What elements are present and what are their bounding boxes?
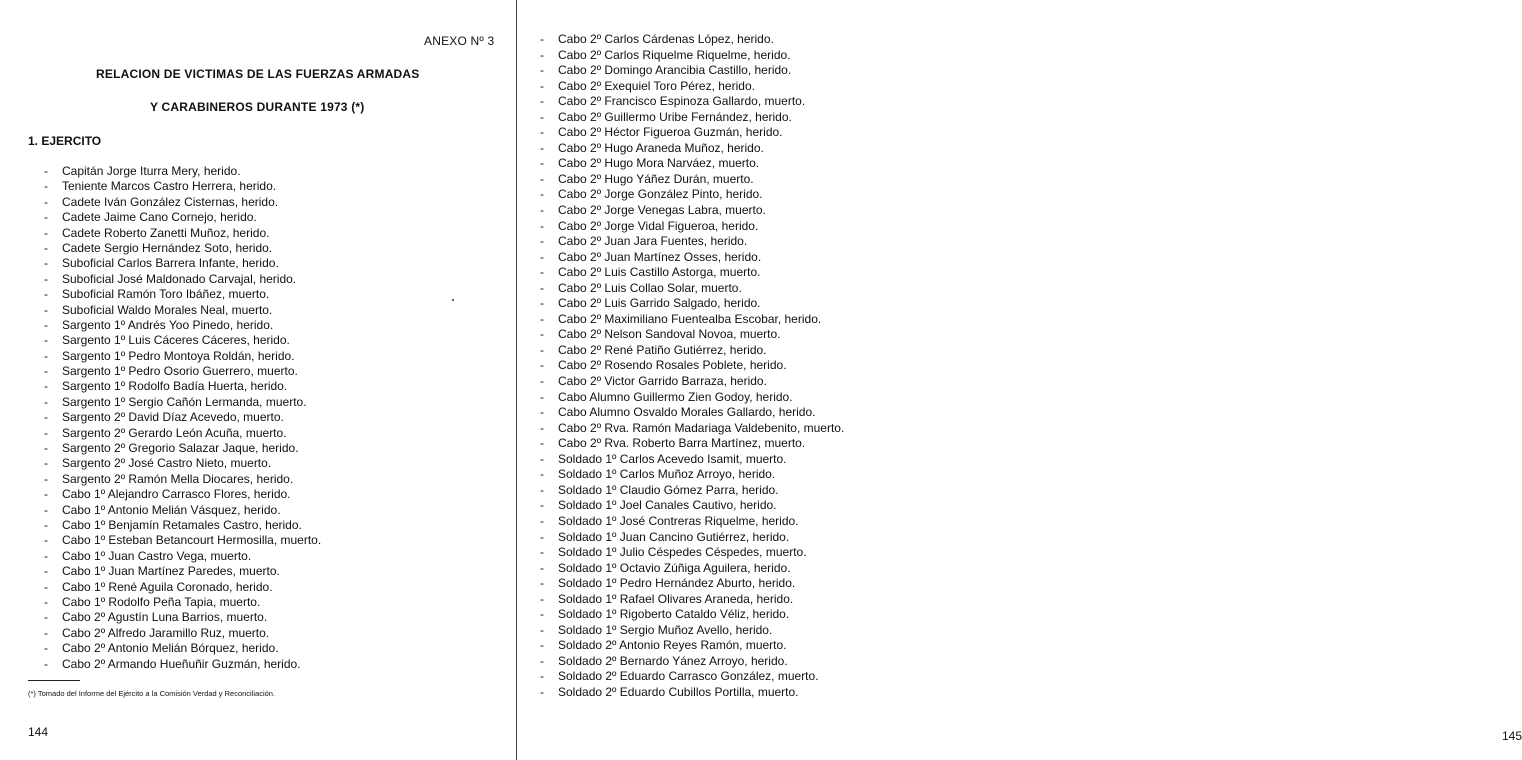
list-item: - Suboficial José Maldonado Carvajal, herido. (44, 272, 321, 287)
list-item: - Cabo 2º Hugo Yáñez Durán, muerto. (540, 172, 844, 188)
list-item: - Soldado 1º Juan Cancino Gutiérrez, herido. (540, 530, 844, 546)
list-item: - Soldado 2º Eduardo Carrasco González, muerto. (540, 669, 844, 685)
list-item: - Cabo 2º Victor Garrido Barraza, herido. (540, 374, 844, 390)
left-page (0, 0, 516, 760)
list-item: - Cabo 2º Jorge González Pinto, herido. (540, 187, 844, 203)
list-item: - Soldado 2º Bernardo Yánez Arroyo, herido. (540, 654, 844, 670)
list-item: - Cabo 2º Exequiel Toro Pérez, herido. (540, 79, 844, 95)
list-item: - Cabo 2º Francisco Espinoza Gallardo, muerto. (540, 94, 844, 110)
list-item: - Soldado 1º Claudio Gómez Parra, herido. (540, 483, 844, 499)
list-item: - Cabo Alumno Guillermo Zien Godoy, herido. (540, 390, 844, 406)
list-item: - Cabo 2º Luis Collao Solar, muerto. (540, 281, 844, 297)
list-item: - Cabo 2º Luis Garrido Salgado, herido. (540, 296, 844, 312)
list-item: - Cabo 2º Jorge Venegas Labra, muerto. (540, 203, 844, 219)
page-number-left: 144 (28, 725, 49, 739)
page-number-right: 145 (1502, 729, 1522, 743)
list-item: - Cabo 1º Juan Castro Vega, muerto. (44, 549, 321, 564)
list-item: - Cabo 2º Rva. Roberto Barra Martínez, muerto. (540, 436, 844, 452)
list-item: - Cabo 2º Guillermo Uribe Fernández, herido. (540, 110, 844, 126)
list-item: - Soldado 1º Julio Céspedes Céspedes, muerto. (540, 545, 844, 561)
list-item: - Cadete Jaime Cano Cornejo, herido. (44, 210, 321, 225)
list-item: - Cabo 2º Jorge Vidal Figueroa, herido. (540, 219, 844, 235)
list-item: - Cabo 2º Carlos Cárdenas López, herido. (540, 32, 844, 48)
list-item: - Soldado 1º Carlos Acevedo Isamit, muerto. (540, 452, 844, 468)
list-item: - Capitán Jorge Iturra Mery, herido. (44, 164, 321, 179)
list-item: - Cabo 2º Carlos Riquelme Riquelme, herido. (540, 48, 844, 64)
list-item: - Sargento 1º Andrés Yoo Pinedo, herido. (44, 318, 321, 333)
list-item: - Sargento 1º Pedro Montoya Roldán, herido. (44, 349, 321, 364)
list-item: - Cadete Roberto Zanetti Muñoz, herido. (44, 226, 321, 241)
list-item: - Cabo 2º René Patiño Gutiérrez, herido. (540, 343, 844, 359)
list-item: - Soldado 1º Rafael Olivares Araneda, herido. (540, 592, 844, 608)
list-item: - Teniente Marcos Castro Herrera, herido. (44, 179, 321, 194)
list-item: - Sargento 2º Gerardo León Acuña, muerto. (44, 426, 321, 441)
list-item: - Sargento 2º David Díaz Acevedo, muerto. (44, 410, 321, 425)
list-item: - Sargento 2º José Castro Nieto, muerto. (44, 456, 321, 471)
list-item: - Cabo 2º Alfredo Jaramillo Ruz, muerto. (44, 626, 321, 641)
list-item: - Cabo 1º Rodolfo Peña Tapia, muerto. (44, 595, 321, 610)
list-item: - Soldado 2º Antonio Reyes Ramón, muerto. (540, 638, 844, 654)
list-item: - Cadete Iván González Cisternas, herido. (44, 195, 321, 210)
list-item: - Sargento 1º Pedro Osorio Guerrero, muerto. (44, 364, 321, 379)
list-item: - Cabo 1º Benjamín Retamales Castro, herido. (44, 518, 321, 533)
footnote-rule (28, 680, 80, 681)
victim-list-right (540, 32, 844, 701)
list-item: - Cabo 2º Rva. Ramón Madariaga Valdebenito, muerto. (540, 421, 844, 437)
list-item: - Suboficial Waldo Morales Neal, muerto. (44, 303, 321, 318)
print-speck (452, 299, 454, 301)
book-gutter (516, 0, 517, 760)
section-heading: 1. EJERCITO (28, 134, 102, 148)
list-item: - Soldado 1º Octavio Zúñiga Aguilera, herido. (540, 561, 844, 577)
list-item: - Cabo 2º Armando Hueñuñir Guzmán, herido. (44, 657, 321, 672)
list-item: - Cadete Sergio Hernández Soto, herido. (44, 241, 321, 256)
list-item: - Cabo 2º Rosendo Rosales Poblete, herido. (540, 358, 844, 374)
footnote: (*) Tomado del Informe del Ejército a la Comisión Verdad y Reconciliación. (28, 689, 276, 698)
list-item: - Sargento 1º Rodolfo Badía Huerta, herido. (44, 379, 321, 394)
list-item: - Sargento 2º Ramón Mella Diocares, herido. (44, 472, 321, 487)
list-item: - Soldado 1º Sergio Muñoz Avello, herido. (540, 623, 844, 639)
list-item: - Cabo 2º Nelson Sandoval Novoa, muerto. (540, 327, 844, 343)
list-item: - Cabo 2º Agustín Luna Barrios, muerto. (44, 610, 321, 625)
list-item: - Cabo 1º Juan Martínez Paredes, muerto. (44, 564, 321, 579)
list-item: - Cabo 2º Domingo Arancibia Castillo, herido. (540, 63, 844, 79)
list-item: - Soldado 1º Rigoberto Cataldo Véliz, herido. (540, 607, 844, 623)
list-item: - Soldado 1º Pedro Hernández Aburto, herido. (540, 576, 844, 592)
list-item: - Soldado 2º Eduardo Cubillos Portilla, muerto. (540, 685, 844, 701)
list-item: - Soldado 1º Joel Canales Cautivo, herido. (540, 498, 844, 514)
list-item: - Sargento 1º Sergio Cañón Lermanda, muerto. (44, 395, 321, 410)
list-item: - Cabo 1º Antonio Melián Vásquez, herido. (44, 503, 321, 518)
list-item: - Suboficial Ramón Toro Ibáñez, muerto. (44, 287, 321, 302)
document-title-line1: RELACION DE VICTIMAS DE LAS FUERZAS ARMADAS (96, 67, 420, 81)
list-item: - Cabo 2º Maximiliano Fuentealba Escobar, herido. (540, 312, 844, 328)
list-item: - Sargento 2º Gregorio Salazar Jaque, herido. (44, 441, 321, 456)
list-item: - Cabo 2º Hugo Araneda Muñoz, herido. (540, 141, 844, 157)
list-item: - Cabo 2º Antonio Melián Bórquez, herido. (44, 641, 321, 656)
list-item: - Cabo 1º Alejandro Carrasco Flores, herido. (44, 487, 321, 502)
list-item: - Cabo 1º Esteban Betancourt Hermosilla, muerto. (44, 533, 321, 548)
list-item: - Cabo 1º René Aguila Coronado, herido. (44, 580, 321, 595)
list-item: - Cabo 2º Héctor Figueroa Guzmán, herido. (540, 125, 844, 141)
list-item: - Soldado 1º José Contreras Riquelme, herido. (540, 514, 844, 530)
list-item: - Cabo 2º Juan Martínez Osses, herido. (540, 250, 844, 266)
annex-label: ANEXO Nº 3 (424, 34, 495, 48)
list-item: - Cabo 2º Luis Castillo Astorga, muerto. (540, 265, 844, 281)
list-item: - Sargento 1º Luis Cáceres Cáceres, herido. (44, 333, 321, 348)
victim-list-left (44, 164, 321, 672)
document-title-line2: Y CARABINEROS DURANTE 1973 (*) (150, 100, 365, 114)
list-item: - Soldado 1º Carlos Muñoz Arroyo, herido. (540, 467, 844, 483)
list-item: - Cabo Alumno Osvaldo Morales Gallardo, herido. (540, 405, 844, 421)
list-item: - Cabo 2º Juan Jara Fuentes, herido. (540, 234, 844, 250)
list-item: - Cabo 2º Hugo Mora Narváez, muerto. (540, 156, 844, 172)
list-item: - Suboficial Carlos Barrera Infante, herido. (44, 256, 321, 271)
